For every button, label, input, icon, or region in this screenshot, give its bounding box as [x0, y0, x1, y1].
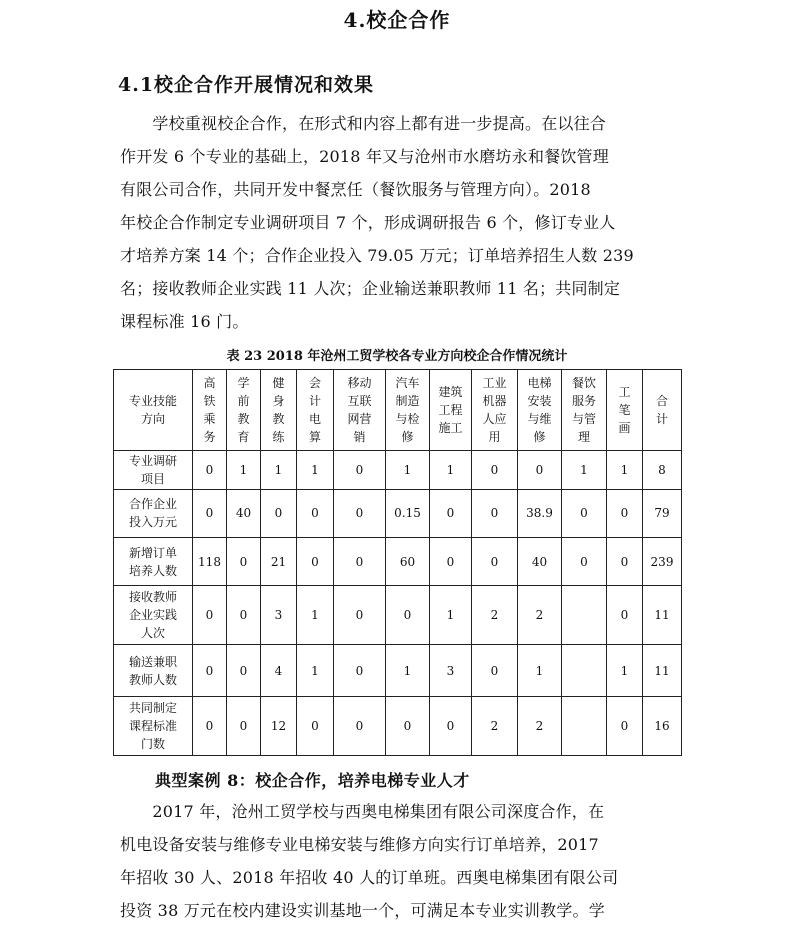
section-title: 4.校企合作 [343, 8, 451, 32]
header-cell: 餐饮服务与管理 [562, 370, 607, 451]
table-cell: 0 [562, 489, 607, 537]
table-cell: 0 [472, 537, 518, 585]
table-cell: 0 [261, 489, 297, 537]
table-row [114, 645, 682, 696]
table-cell: 0 [562, 537, 607, 585]
header-cell: 专业技能方向 [114, 370, 193, 451]
table-row [114, 696, 682, 755]
table-cell: 1 [430, 451, 472, 490]
header-cell: 移动互联网营销 [334, 370, 386, 451]
row-label-cell: 输送兼职教师人数 [114, 645, 193, 696]
paragraph-line: 才培养方案 14 个；合作企业投入 79.05 万元；订单培养招生人数 239 [120, 246, 634, 265]
table-cell: 0 [334, 586, 386, 645]
paragraph-line: 投资 38 万元在校内建设实训基地一个，可满足本专业实训教学。学 [120, 901, 605, 920]
header-cell: 工笔画 [607, 370, 643, 451]
table-cell: 0 [386, 586, 430, 645]
table-cell: 60 [386, 537, 430, 585]
table-cell: 1 [227, 451, 261, 490]
header-cell: 学前教育 [227, 370, 261, 451]
case-study-heading: 典型案例 8：校企合作，培养电梯专业人才 [155, 771, 470, 790]
table-cell: 0 [193, 489, 227, 537]
table-cell [562, 645, 607, 696]
table-cell: 1 [607, 645, 643, 696]
row-label-cell: 新增订单培养人数 [114, 537, 193, 585]
case-study-paragraph [120, 795, 680, 927]
row-label-cell: 接收教师企业实践人次 [114, 586, 193, 645]
table-cell: 0 [607, 537, 643, 585]
table-cell: 1 [297, 586, 334, 645]
table-cell: 2 [518, 696, 562, 755]
table-cell: 0 [297, 537, 334, 585]
paragraph-line: 作开发 6 个专业的基础上，2018 年又与沧州市水磨坊永和餐饮管理 [120, 147, 609, 166]
table-cell: 0 [472, 489, 518, 537]
table-cell: 21 [261, 537, 297, 585]
row-label-cell: 专业调研项目 [114, 451, 193, 490]
header-cell: 会计电算 [297, 370, 334, 451]
table-cell: 0 [227, 586, 261, 645]
table-cell: 1 [297, 645, 334, 696]
paragraph-line: 有限公司合作，共同开发中餐烹任（餐饮服务与管理方向）。2018 [120, 180, 591, 199]
table-cell: 0 [334, 489, 386, 537]
table-cell: 1 [430, 586, 472, 645]
subsection-heading: 4.1校企合作开展情况和效果 [118, 74, 375, 96]
table-cell: 1 [518, 645, 562, 696]
table-cell [562, 586, 607, 645]
table-cell: 0 [472, 451, 518, 490]
table-cell: 1 [386, 645, 430, 696]
table-cell: 0 [334, 537, 386, 585]
table-cell: 38.9 [518, 489, 562, 537]
table-cell: 0 [227, 696, 261, 755]
table-cell: 16 [643, 696, 682, 755]
table-row [114, 489, 682, 537]
header-cell: 工业机器人应用 [472, 370, 518, 451]
table-cell: 12 [261, 696, 297, 755]
table-cell: 79 [643, 489, 682, 537]
table-cell: 0 [430, 489, 472, 537]
table-cell: 8 [643, 451, 682, 490]
table-cell: 0 [334, 451, 386, 490]
paragraph-line: 年招收 30 人、2018 年招收 40 人的订单班。西奥电梯集团有限公司 [120, 868, 619, 887]
table-cell: 0 [193, 451, 227, 490]
table-caption: 表 23 2018 年沧州工贸学校各专业方向校企合作情况统计 [226, 349, 568, 364]
table-cell: 40 [227, 489, 261, 537]
table-cell: 11 [643, 586, 682, 645]
table-cell: 0 [430, 537, 472, 585]
row-label-cell: 合作企业投入万元 [114, 489, 193, 537]
table-cell: 3 [430, 645, 472, 696]
table-cell: 0 [386, 696, 430, 755]
table-cell: 0 [607, 696, 643, 755]
table-cell: 0 [193, 696, 227, 755]
paragraph-line: 2017 年，沧州工贸学校与西奥电梯集团有限公司深度合作，在 [120, 802, 605, 821]
table-cell: 0 [607, 489, 643, 537]
table-cell [562, 696, 607, 755]
table-cell: 0 [607, 586, 643, 645]
header-cell: 建筑工程施工 [430, 370, 472, 451]
table-cell: 0 [430, 696, 472, 755]
header-cell: 汽车制造与检修 [386, 370, 430, 451]
header-cell: 合计 [643, 370, 682, 451]
table-cell: 0 [518, 451, 562, 490]
paragraph-line: 课程标准 16 门。 [120, 312, 249, 331]
table-cell: 40 [518, 537, 562, 585]
table-cell: 0 [334, 645, 386, 696]
table-cell: 1 [261, 451, 297, 490]
table-cell: 0 [227, 537, 261, 585]
cooperation-stats-table [113, 369, 682, 756]
table-cell: 0 [297, 696, 334, 755]
table-row [114, 537, 682, 585]
header-cell: 高铁乘务 [193, 370, 227, 451]
table-cell: 0.15 [386, 489, 430, 537]
table-cell: 0 [472, 645, 518, 696]
table-cell: 3 [261, 586, 297, 645]
table-cell: 0 [193, 586, 227, 645]
paragraph-line: 机电设备安装与维修专业电梯安装与维修方向实行订单培养，2017 [120, 835, 599, 854]
table-cell: 118 [193, 537, 227, 585]
header-cell: 健身教练 [261, 370, 297, 451]
table-cell: 2 [518, 586, 562, 645]
table-cell: 0 [227, 645, 261, 696]
table-header-row [114, 370, 682, 451]
table-cell: 1 [562, 451, 607, 490]
table-row [114, 451, 682, 490]
paragraph-line: 名；接收教师企业实践 11 人次；企业输送兼职教师 11 名；共同制定 [120, 279, 621, 298]
table-cell: 0 [193, 645, 227, 696]
table-cell: 2 [472, 586, 518, 645]
table-cell: 2 [472, 696, 518, 755]
intro-paragraph [120, 107, 680, 338]
paragraph-line: 学校重视校企合作，在形式和内容上都有进一步提高。在以往合 [120, 114, 607, 133]
paragraph-line: 年校企合作制定专业调研项目 7 个，形成调研报告 6 个，修订专业人 [120, 213, 616, 232]
table-cell: 1 [297, 451, 334, 490]
table-cell: 1 [607, 451, 643, 490]
table-cell: 4 [261, 645, 297, 696]
table-cell: 0 [334, 696, 386, 755]
table-cell: 11 [643, 645, 682, 696]
table-cell: 0 [297, 489, 334, 537]
table-cell: 1 [386, 451, 430, 490]
row-label-cell: 共同制定课程标准门数 [114, 696, 193, 755]
header-cell: 电梯安装与维修 [518, 370, 562, 451]
table-row [114, 586, 682, 645]
table-cell: 239 [643, 537, 682, 585]
